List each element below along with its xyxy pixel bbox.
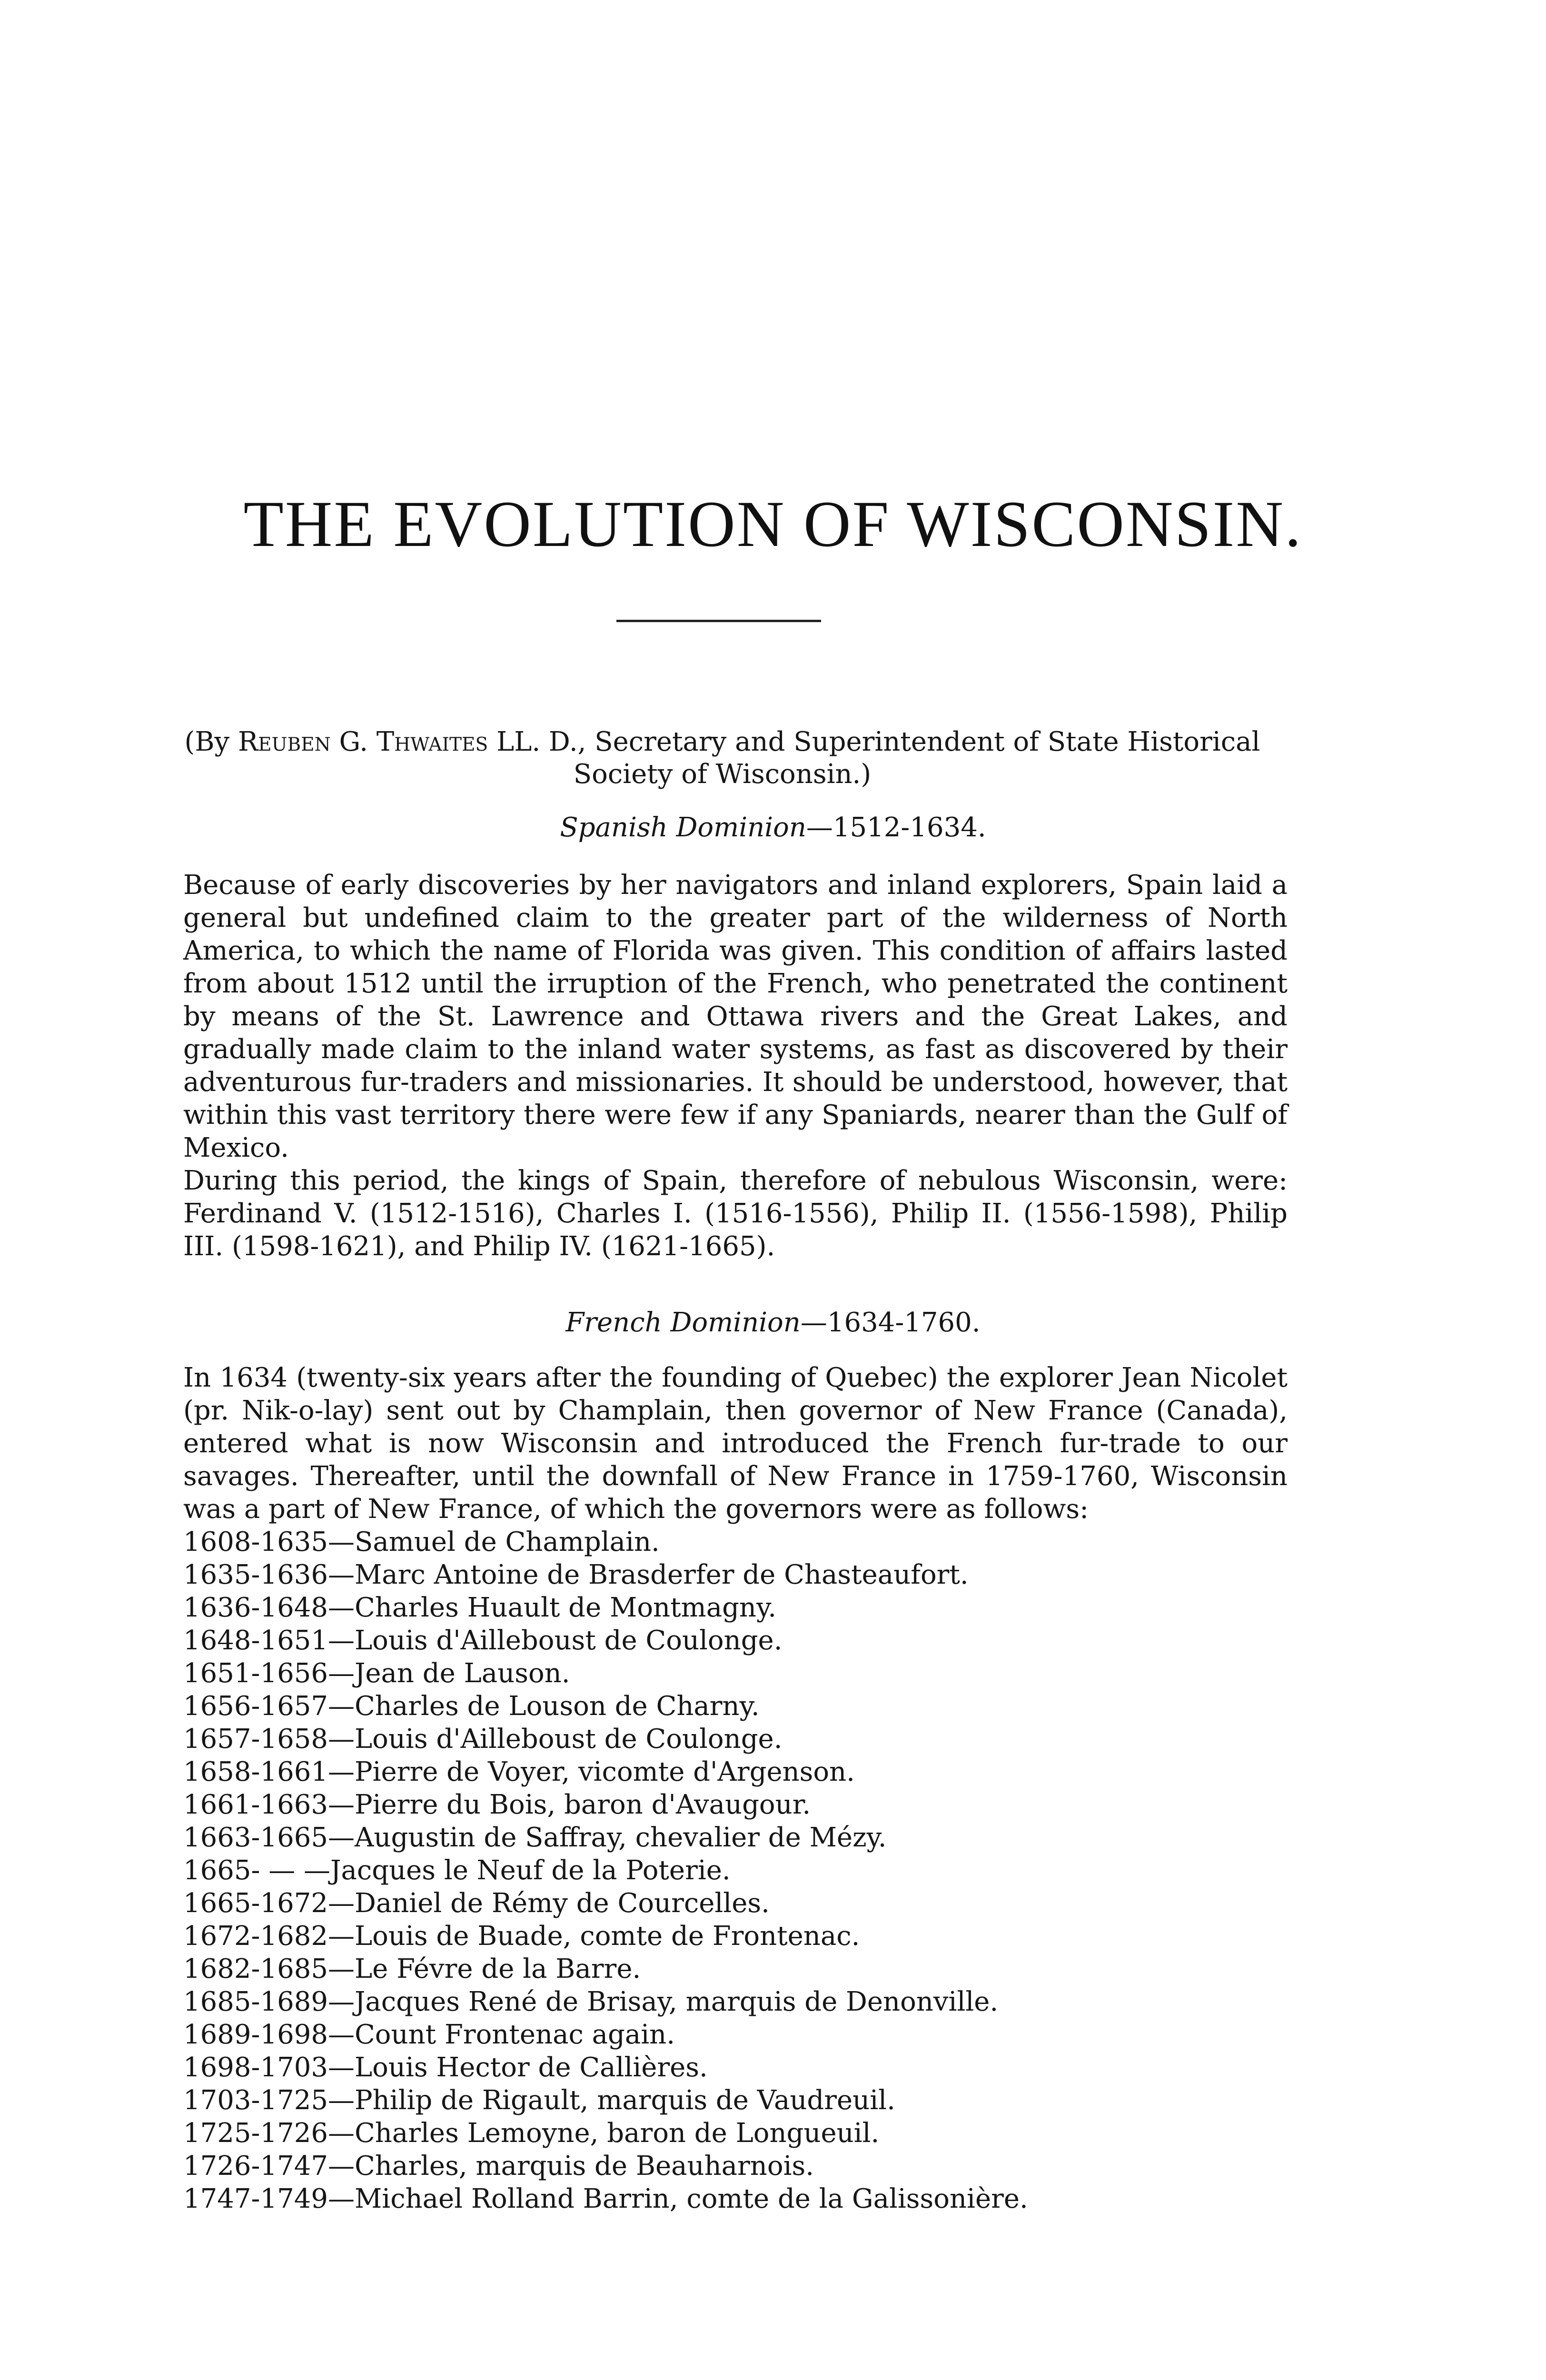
list-item: 1682-1685—Le Févre de la Barre.	[183, 1954, 641, 1984]
spanish-heading-label: Spanish Dominion	[560, 812, 806, 843]
list-item: 1698-1703—Louis Hector de Callières.	[183, 2052, 708, 2083]
list-item: 1656-1657—Charles de Louson de Charny.	[183, 1691, 760, 1722]
list-item: 1672-1682—Louis de Buade, comte de Frontenac.	[183, 1921, 860, 1952]
list-item: 1651-1656—Jean de Lauson.	[183, 1658, 570, 1689]
list-item: 1665-1672—Daniel de Rémy de Courcelles.	[183, 1888, 770, 1919]
governors-list	[183, 1526, 1288, 2215]
byline-open: (By	[184, 726, 238, 757]
french-heading-years: —1634-1760.	[800, 1307, 981, 1338]
section-heading-french	[0, 1307, 1546, 1339]
list-item: 1636-1648—Charles Huault de Montmagny.	[183, 1592, 776, 1623]
list-item: 1689-1698—Count Frontenac again.	[183, 2019, 675, 2050]
section-heading-spanish	[0, 812, 1546, 844]
list-item: 1657-1658—Louis d'Ailleboust de Coulonge.	[183, 1724, 783, 1755]
list-item: 1665- — —Jacques le Neuf de la Poterie.	[183, 1855, 731, 1886]
french-paragraph-1: In 1634 (twenty-six years after the founding of Quebec) the explorer Jean Nicolet (pr. Nik-o-lay) sent out by Champlain, then governor of New France (Canada), entered what is now Wisconsin and introduced the French fur-trade to our savages. Thereafter, until the downfall of New France in 1759-1760, Wisconsin was a part of New France, of which the governors were as follows:	[183, 1362, 1288, 1525]
page-title: THE EVOLUTION OF WISCONSIN.	[243, 487, 1303, 561]
list-item: 1663-1665—Augustin de Saffray, chevalier de Mézy.	[183, 1822, 887, 1853]
spanish-section-body	[183, 869, 1288, 1263]
list-item: 1685-1689—Jacques René de Brisay, marquis de Denonville.	[183, 1986, 999, 2017]
byline-author: Reuben G. Thwaites	[238, 726, 488, 757]
list-item: 1703-1725—Philip de Rigault, marquis de Vaudreuil.	[183, 2085, 895, 2116]
byline	[152, 726, 1292, 791]
list-item: 1608-1635—Samuel de Champlain.	[183, 1527, 660, 1557]
french-section-body	[183, 1361, 1288, 1526]
list-item: 1635-1636—Marc Antoine de Brasderfer de Chasteaufort.	[183, 1559, 969, 1590]
list-item: 1658-1661—Pierre de Voyer, vicomte d'Argenson.	[183, 1756, 855, 1787]
list-item: 1726-1747—Charles, marquis de Beauharnois.	[183, 2151, 814, 2182]
spanish-paragraph-1: Because of early discoveries by her navigators and inland explorers, Spain laid a general but undefined claim to the greater part of the wilderness of North America, to which the name of Florida was given. This condition of affairs lasted from about 1512 until the irruption of the French, who penetrated the continent by means of the St. Lawrence and Ottawa rivers and the Great Lakes, and gradually made claim to the inland water systems, as fast as discovered by their adventurous fur-traders and missionaries. It should be understood, however, that within this vast territory there were few if any Spaniards, nearer than the Gulf of Mexico.	[183, 870, 1288, 1163]
list-item: 1661-1663—Pierre du Bois, baron d'Avaugour.	[183, 1789, 811, 1820]
spanish-paragraph-2: During this period, the kings of Spain, therefore of nebulous Wisconsin, were: Ferdinand V. (1512-1516), Charles I. (1516-1556), Philip II. (1556-1598), Philip III. (1598-1621), and Philip IV. (1621-1665).	[183, 1165, 1288, 1262]
title-divider	[616, 620, 821, 622]
list-item: 1648-1651—Louis d'Ailleboust de Coulonge.	[183, 1625, 783, 1656]
list-item: 1747-1749—Michael Rolland Barrin, comte de la Galissonière.	[183, 2183, 1028, 2214]
byline-rest: LL. D., Secretary and Superintendent of State Historical Society of Wisconsin.)	[488, 726, 1260, 790]
list-item: 1725-1726—Charles Lemoyne, baron de Longueuil.	[183, 2118, 880, 2149]
french-heading-label: French Dominion	[565, 1307, 801, 1338]
spanish-heading-years: —1512-1634.	[806, 812, 986, 843]
